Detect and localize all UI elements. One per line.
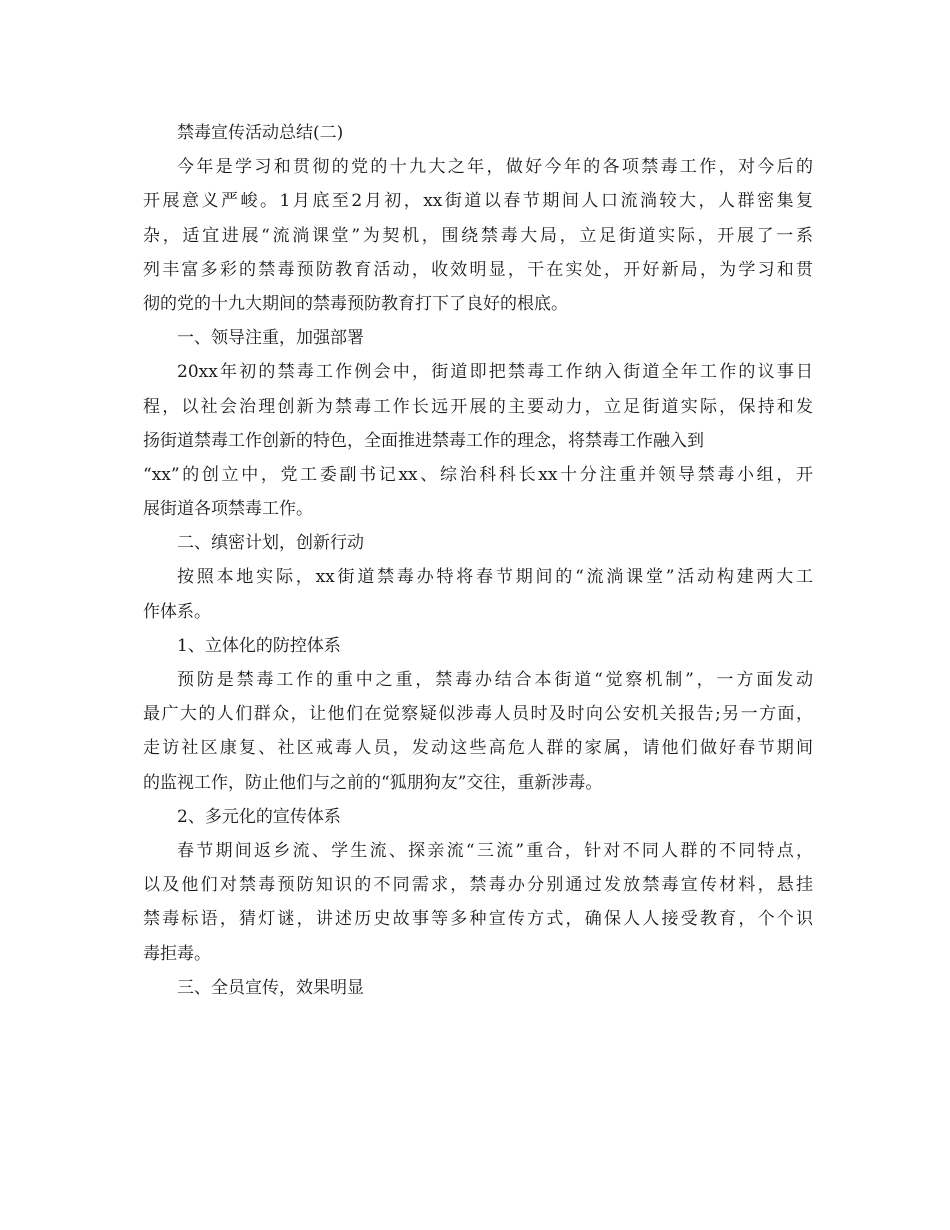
text-line: 春节期间返乡流、学生流、探亲流“三流”重合，针对不同人群的不同特点， xyxy=(177,840,813,861)
text-line: 杂，适宜进展“流淌课堂”为契机，围绕禁毒大局，立足街道实际，开展了一系 xyxy=(143,225,813,246)
text-line: 1、立体化的防控体系 xyxy=(177,635,341,656)
text-line: 毒拒毒。 xyxy=(143,943,211,964)
text-line: 三、全员宣传，效果明显 xyxy=(177,977,364,998)
text-line: 走访社区康复、社区戒毒人员，发动这些高危人群的家属，请他们做好春节期间 xyxy=(143,738,813,759)
text-line: 展街道各项禁毒工作。 xyxy=(143,499,313,520)
text-line: 作体系。 xyxy=(143,601,211,622)
text-line: “xx”的创立中，党工委副书记xx、综治科科长xx十分注重并领导禁毒小组，开 xyxy=(143,464,813,485)
text-line: 今年是学习和贯彻的党的十九大之年，做好今年的各项禁毒工作，对今后的 xyxy=(177,157,813,178)
text-line: 禁毒标语，猜灯谜，讲述历史故事等多种宣传方式，确保人人接受教育，个个识 xyxy=(143,909,813,930)
text-line: 20xx年初的禁毒工作例会中，街道即把禁毒工作纳入街道全年工作的议事日 xyxy=(177,362,813,383)
text-line: 开展意义严峻。1月底至2月初，xx街道以春节期间人口流淌较大，人群密集复 xyxy=(143,191,813,212)
text-line: 程，以社会治理创新为禁毒工作长远开展的主要动力，立足街道实际，保持和发 xyxy=(143,396,813,417)
text-line: 按照本地实际，xx街道禁毒办特将春节期间的“流淌课堂”活动构建两大工 xyxy=(177,567,813,588)
text-line: 扬街道禁毒工作创新的特色，全面推进禁毒工作的理念，将禁毒工作融入到 xyxy=(143,430,704,451)
text-line: 的监视工作，防止他们与之前的“狐朋狗友”交往，重新涉毒。 xyxy=(143,772,603,793)
document-title: 禁毒宣传活动总结(二) xyxy=(177,123,344,143)
text-line: 以及他们对禁毒预防知识的不同需求，禁毒办分别通过发放禁毒宣传材料，悬挂 xyxy=(143,875,813,896)
text-line: 一、领导注重，加强部署 xyxy=(177,328,364,349)
text-line: 列丰富多彩的禁毒预防教育活动，收效明显，干在实处，开好新局，为学习和贯 xyxy=(143,259,813,280)
text-line: 预防是禁毒工作的重中之重，禁毒办结合本街道“觉察机制”，一方面发动 xyxy=(177,670,813,690)
text-line: 彻的党的十九大期间的禁毒预防教育打下了良好的根底。 xyxy=(143,293,568,314)
document-body xyxy=(143,116,813,1005)
text-line: 最广大的人们群众，让他们在觉察疑似涉毒人员时及时向公安机关报告;另一方面， xyxy=(143,704,813,725)
text-line: 2、多元化的宣传体系 xyxy=(177,806,341,827)
text-line: 二、缜密计划，创新行动 xyxy=(177,533,364,554)
